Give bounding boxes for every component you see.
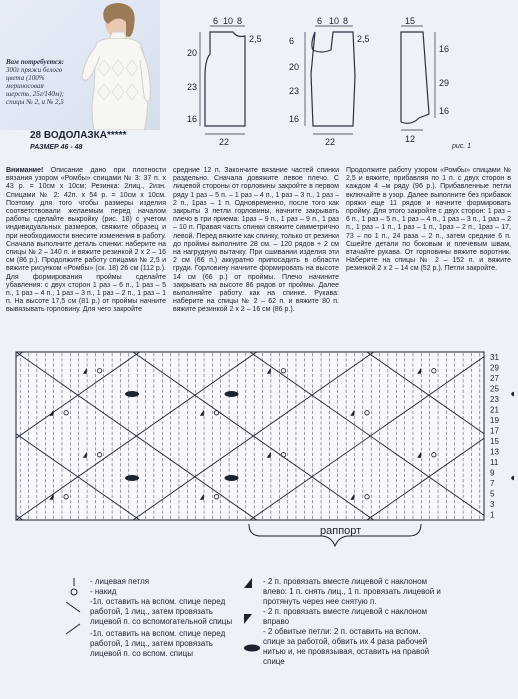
materials-body: 300г пряжи белого цвета (100% мериносовая шерсть, 25г/140м); спицы № 2, и № 2,5 xyxy=(6,66,65,106)
front-side-1: 20 xyxy=(289,62,300,72)
legend-symbols-right xyxy=(240,576,264,696)
front-top-1: 6 xyxy=(317,16,323,26)
back-bottom: 22 xyxy=(219,137,230,147)
sleeve-side-2: 29 xyxy=(439,78,450,88)
row-number: 23 xyxy=(490,395,499,404)
instructions-text-3: Продолжите работу узором «Ромбы» спицами № 2,5 и вяжите, прибавляя по 1 п. с двух сторон в каждом 4 –м ряду (96 р.). Прибавленные петли включайте в узор. Далее выполните без прибавок пряжи еще 11 рядов и начните формировать пройму. Для этого закройте с двух сторон: 1 раз – 6 п., 1 раз – 5 п., 1 раз – 4 п., 1 раз – 3 п., 1 раз – 2 п., 1 раз – 1 п., 1 раз – 1 п., 1раз – 2 п., 1раз – 17, 73 – по 1 п., 24 раза – 2 п., затем средние 6 п. Сшейте детали по боковым и плечевым швам, втачайте рукава. От горловины вяжите воротник. Наберите на спицы № 2 – 152 п. и вяжите резинкой 2 x 2 – 14 см (52 р.). Петли закройте. xyxy=(346,167,511,273)
front-side-2: 23 xyxy=(289,86,300,96)
legend-left xyxy=(90,577,240,659)
wrapped-stitch-mark xyxy=(125,475,139,481)
wrapped-stitch-mark xyxy=(125,391,139,397)
back-top-1: 6 xyxy=(213,16,219,26)
figure-label: рис. 1 xyxy=(452,143,472,150)
cross-right-icon xyxy=(66,602,80,612)
legend-item-dec-left: - 2 п. провязать вместе лицевой с наклоном влево: 1 п. снять лиц., 1 п. провязать лицевой и протянуть через нее снятую п. xyxy=(263,577,441,606)
back-side-2: 23 xyxy=(187,82,198,92)
back-top-2: 10 xyxy=(223,16,234,26)
front-bottom: 22 xyxy=(325,137,336,147)
chart-frame xyxy=(16,352,484,520)
cross-left-icon xyxy=(66,624,80,634)
wrapped-stitch-icon xyxy=(244,645,260,652)
front-left: 6 xyxy=(289,36,295,46)
row-number: 15 xyxy=(490,437,499,446)
row-number: 25 xyxy=(490,384,499,394)
front-top-3: 8 xyxy=(343,16,349,26)
row-number: 17 xyxy=(490,426,499,436)
legend-item-yarnover: - накид xyxy=(90,587,117,596)
back-side-1: 20 xyxy=(187,48,198,58)
row-number: 9 xyxy=(490,468,495,478)
back-side-top: 2,5 xyxy=(249,34,262,44)
knitting-chart xyxy=(14,346,514,564)
page-title: 28 ВОДОЛАЗКА***** xyxy=(30,130,127,141)
legend-item-wrapped: - 2 обвитые петли: 2 п. оставить на вспом. спице за работой, обвить их 4 раза рабочей нитью и, не провязывая, оставить на правой спице xyxy=(263,627,430,666)
instructions-column-3 xyxy=(346,167,511,274)
row-number: 5 xyxy=(490,489,495,499)
front-side-top: 2,5 xyxy=(357,34,370,44)
decrease-left-icon xyxy=(244,578,252,588)
pattern-diagram xyxy=(165,14,515,154)
row-number: 27 xyxy=(490,374,499,383)
legend-item-cross-2: -1п. оставить на вспом. спице перед работой, 1 лиц., затем провязать лицевой п. со вспом. спицы xyxy=(90,629,226,658)
row-number: 1 xyxy=(490,510,495,520)
row-number: 7 xyxy=(490,479,495,488)
legend-item-dec-right: - 2 п. провязать вместе лицевой с наклоном вправо xyxy=(263,607,428,626)
front-side-3: 16 xyxy=(289,114,300,124)
row-number: 19 xyxy=(490,416,499,425)
sleeve-bottom: 12 xyxy=(405,134,416,144)
wrapped-stitch-mark xyxy=(225,475,239,481)
row-number: 31 xyxy=(490,353,499,362)
instructions-column-1 xyxy=(6,167,166,315)
repeat-label: раппорт xyxy=(320,525,362,537)
size-label: РАЗМЕР 46 - 48 xyxy=(30,144,83,151)
wrapped-stitch-mark xyxy=(511,391,514,397)
decrease-right-icon xyxy=(244,614,252,624)
legend-right xyxy=(263,577,443,667)
row-number: 11 xyxy=(490,458,499,467)
wrapped-stitch-mark xyxy=(225,391,239,397)
instructions-column-2 xyxy=(173,167,339,315)
yarn-over-icon xyxy=(71,589,77,595)
legend-item-knit: - лицевая петля xyxy=(90,577,150,586)
instructions-text-1: Описание дано при плотности вязания узором «Ромбы» спицами № 3: 37 п. x 43 р. = 10см x 10см; Резинка: 2лиц., 2изн. Спицами № 2: 42п. x 54 р. = 10см x 10см. Поэтому для того чтобы размеры изделия соответствовали желаемым перед началом работы сделайте выкройку (рис. 18) с учетом индивидуальных размеров, свяжите образец и при необходимости внесите изменения в работу. Сначала выполните деталь спинки: наберите на спицы № 2 – 140 п. и вяжите резинкой 2 x 2 – 16 см (86 р.). Продолжите работу спицами № 2,5 и вяжите рисунком «Ромбы» (ск. 18) 26 см (112 р.). Для формирования проймы сделайте убавления: с двух сторон 1 раз – 6 п., 1 раз – 5 п., 1 раз – 4 п., 1 раз – 3 п., 1 раз – 2 п., 1 раз – 1 п. На высоте 17,5 см (81 р.) от проймы начните вывязывать горловину. Для чего закройте xyxy=(6,167,166,314)
sleeve-outline xyxy=(401,32,429,123)
materials-heading: Вам потребуется: xyxy=(6,58,65,66)
row-number: 3 xyxy=(490,500,495,509)
wrapped-stitch-mark xyxy=(511,475,514,481)
attention-label: Внимание! xyxy=(6,167,44,174)
legend-item-cross-1: -1п. оставить на вспом. спице перед работой, 1 лиц., затем провязать лицевой п. со вспомогательной спицы xyxy=(90,597,233,626)
sleeve-top: 15 xyxy=(405,16,416,26)
row-number: 13 xyxy=(490,447,499,457)
materials-note xyxy=(6,58,66,106)
row-number: 21 xyxy=(490,405,499,415)
back-top-3: 8 xyxy=(237,16,243,26)
instructions-text-2: средние 12 п. Закончите вязание частей спинки раздельно. Сначала довяжите левое плечо. С лицевой стороны от горловины закройте в первом ряду 1 раз – 5 п. – 1 раз – 4 п., 1 раз – 3 п., 1 раз – 2 п., 1раз – 1 п. Одновременно, после того как закрыты 3 петли горловины, начните закрывать плечо в три приема: 1раз – 9 п., 1 раз – 9 п., 1 раз – 10 п. Правая часть спинки свяжите симметрично левой. Перед вяжите как спинку, только от резинки до проймы выполните 28 см. – 120 рядов + 2 см на нагрудную вытачку. При сшивании изделия эти 2 см (66 п.) аккуратно припосадить в области груди. Горловину начните формировать на высоте 14 см (66 р.) от проймы. Плечо начините закрывать на высоте 86 рядов от проймы. Далее выполняйте работу как на спинке. Рукава: наберите на спицы № 2 – 62 п. и вяжите 80 п. вяжите резинкой 2 x 2 – 16 см (86 р.). xyxy=(173,167,339,314)
back-side-3: 16 xyxy=(187,114,198,124)
back-piece-outline xyxy=(205,32,245,126)
front-piece-outline xyxy=(311,32,355,126)
front-top-2: 10 xyxy=(329,16,340,26)
row-number: 29 xyxy=(490,363,499,373)
sleeve-side-1: 16 xyxy=(439,44,450,54)
sleeve-side-3: 16 xyxy=(439,106,450,116)
legend-symbols-left xyxy=(60,576,90,696)
